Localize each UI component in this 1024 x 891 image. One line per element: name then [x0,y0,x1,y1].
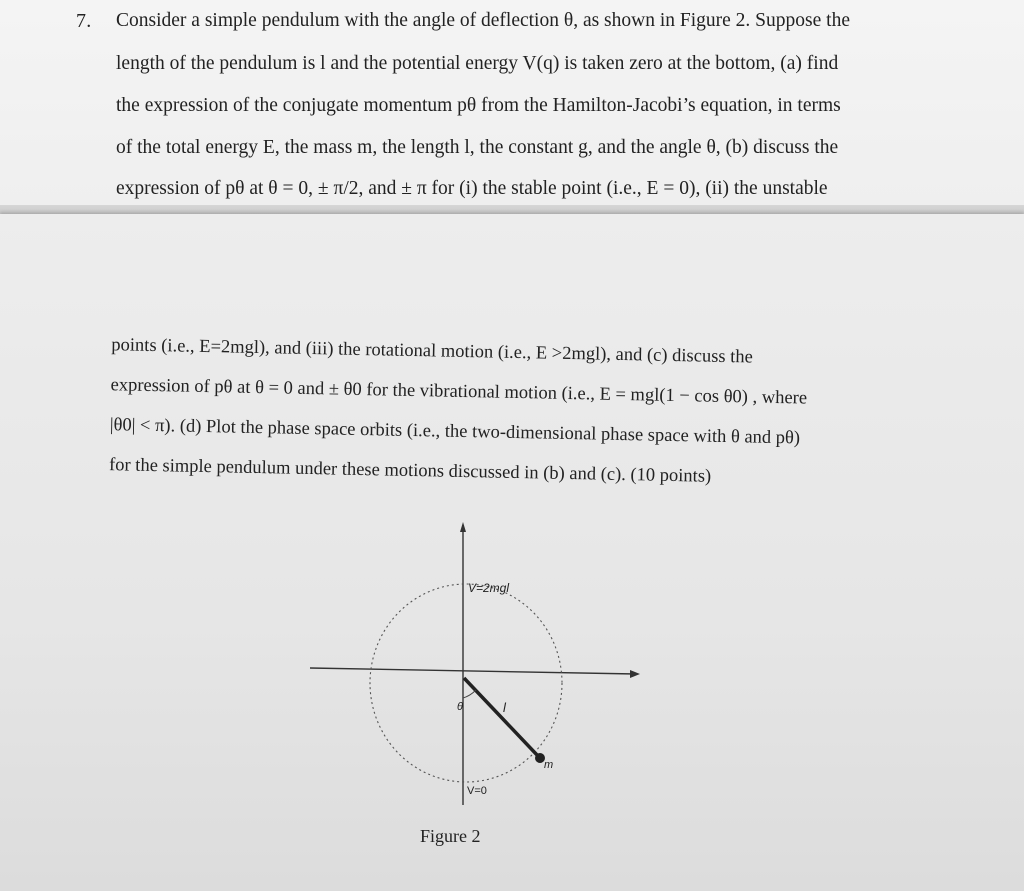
pendulum-rod [464,678,538,756]
label-v-2mgl: V=2mgl [468,581,510,595]
problem-line-9: for the simple pendulum under these motions discussed in (b) and (c). (10 points) [108,455,712,487]
figure-caption: Figure 2 [420,826,481,846]
pendulum-diagram [300,520,660,860]
problem-line-6: points (i.e., E=2mgl), and (iii) the rotational motion (i.e., E >2mgl), and (c) discuss the [111,335,753,368]
problem-line-2: length of the pendulum is l and the potential energy V(q) is taken zero at the bottom, (a) find [116,53,839,74]
problem-line-5: expression of pθ at θ = 0, ± π/2, and ± π for (i) the stable point (i.e., E = 0), (ii) the unstable [116,178,828,199]
problem-line-3: the expression of the conjugate momentum pθ from the Hamilton-Jacobi’s equation, in terms [116,95,841,116]
problem-line-8: |θ0| < π). (d) Plot the phase space orbits (i.e., the two-dimensional phase space with θ and pθ) [109,415,801,449]
vertical-axis-arrowhead [460,522,466,532]
horizontal-axis [310,668,636,674]
angle-arc [463,690,476,698]
label-length: l [503,700,506,715]
page-fold-edge [0,205,1024,214]
problem-number: 7. [76,10,92,32]
label-mass: m [544,759,554,771]
problem-line-7: expression of pθ at θ = 0 and ± θ0 for the vibrational motion (i.e., E = mgl(1 − cos θ0) , where [110,375,808,409]
problem-line-1: Consider a simple pendulum with the angle of deflection θ, as shown in Figure 2. Suppose the [116,10,850,31]
label-theta: θ [457,701,463,713]
label-v-0: V=0 [467,785,487,797]
problem-line-4: of the total energy E, the mass m, the length l, the constant g, and the angle θ, (b) discuss the [116,137,839,158]
horizontal-axis-arrowhead [630,670,640,678]
